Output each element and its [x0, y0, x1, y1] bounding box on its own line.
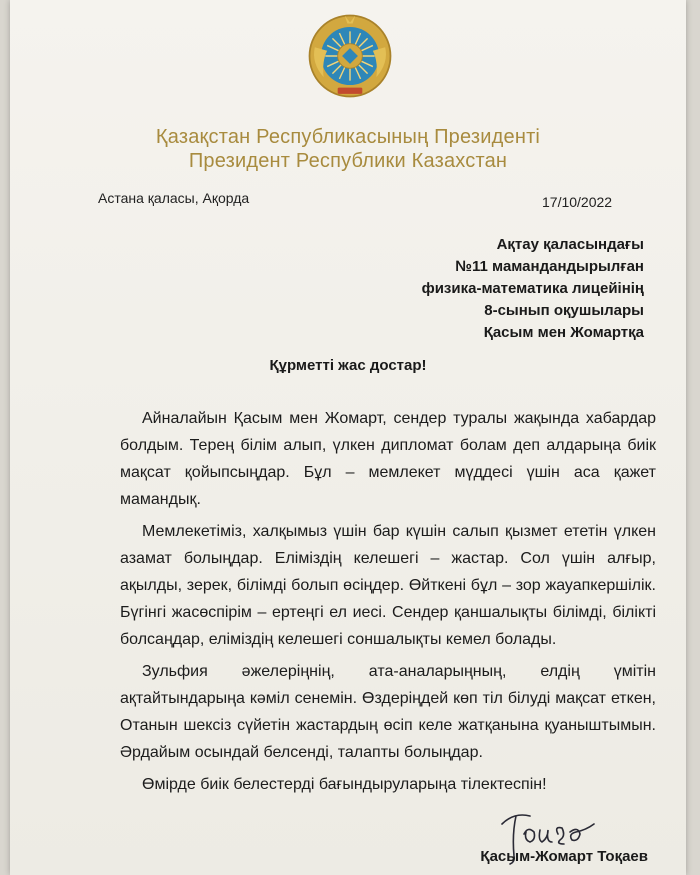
addressee-block — [422, 234, 644, 344]
greeting: Құрметті жас достар! — [269, 357, 427, 374]
addressee-line: 8-сынып оқушылары — [484, 302, 644, 319]
signatory-name: Қасым-Жомарт Тоқаев — [480, 848, 648, 865]
state-emblem-icon — [306, 12, 394, 100]
paragraph: Мемлекетіміз, халқымыз үшін бар күшін салып қызмет ететін үлкен азамат болыңдар. Еліміздің келешегі – жастар. Сол үшін алғыр, ақылды, зерек, білімді болып өсіңдер. Өйткені бұл – зор жауапкершілік. Бүгінгі жасөспірім – ертеңгі ел иесі. Сендер қаншалықты білімді, білікті болсаңдар, еліміздің келешегі соншалықты кемел болады. — [120, 523, 656, 648]
paragraph: Зульфия әжелеріңнің, ата-аналарыңның, елдің үмітін ақтайтындарыңа кәміл сенемін. Өздеріңдей көп тіл білуді мақсат еткен, Отанын шексіз сүйетін жастардың өсіп келе жатқанына қуаныштымын. Әрдайым осындай белсенді, талапты болыңдар. — [120, 663, 656, 761]
paragraph: Айналайын Қасым мен Жомарт, сендер туралы жақында хабардар болдым. Терең білім алып, үлкен дипломат болам деп алдарыңа биік мақсат қойыпсыңдар. Бұл – мемлекет мүддесі үшін аса қажет мамандық. — [120, 410, 656, 508]
place: Астана қаласы, Ақорда — [98, 190, 250, 206]
addressee-line: физика-математика лицейінің — [421, 280, 644, 297]
header-line-russian: Президент Республики Казахстан — [188, 150, 508, 172]
addressee-line: Ақтау қаласындағы — [496, 236, 644, 253]
addressee-line: Қасым мен Жомартқа — [483, 324, 644, 341]
paragraph: Өмірде биік белестерді бағындыруларыңа тілектеспін! — [142, 776, 547, 793]
letter-body — [120, 405, 656, 803]
header-line-kazakh: Қазақстан Республикасының Президенті — [155, 126, 541, 148]
letter-page — [10, 0, 686, 875]
date: 17/10/2022 — [542, 194, 613, 210]
addressee-line: №11 мамандандырылған — [455, 258, 644, 275]
